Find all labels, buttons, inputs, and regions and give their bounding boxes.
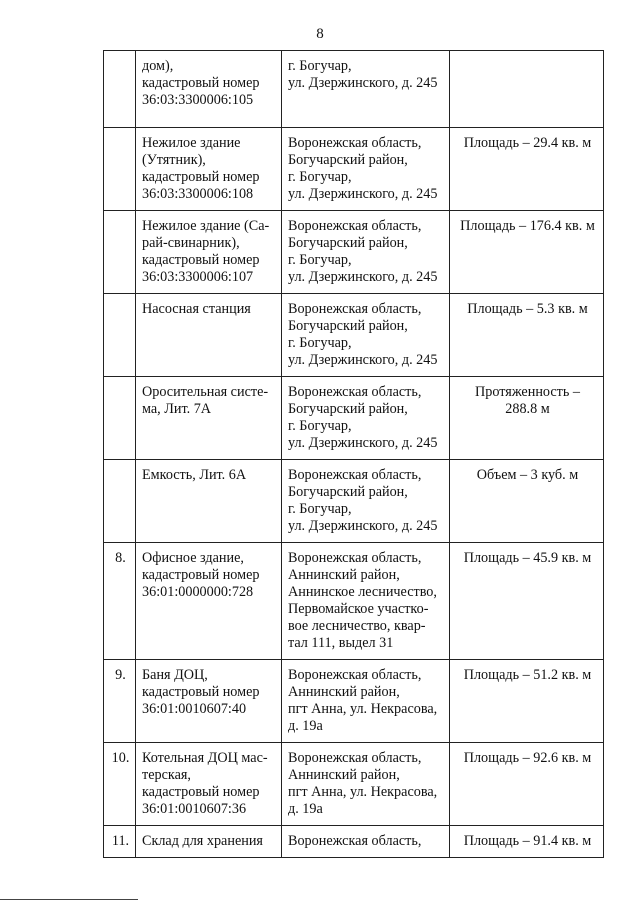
address-cell [282,460,450,543]
characteristic-cell [450,51,604,128]
object-name-cell-line: Офисное здание, [142,550,244,566]
row-number-cell: 8. [104,543,136,660]
address-cell-line: Богучарский район, [288,401,408,417]
address-cell-line: Богучарский район, [288,235,408,251]
address-cell [282,211,450,294]
address-cell-line: Первомайское участко- [288,601,429,617]
object-name-cell-line: Емкость, Лит. 6А [142,467,247,483]
address-cell-line: г. Богучар, [288,252,352,268]
object-name-cell-line: ма, Лит. 7А [142,401,212,417]
property-table [103,50,604,858]
object-name-cell [136,377,282,460]
table-row [104,543,604,660]
characteristic-cell-line: Площадь – 92.6 кв. м [463,750,592,766]
characteristic-cell-line: Объем – 3 куб. м [476,467,579,483]
property-table-body [104,51,604,858]
object-name-cell-line: дом), [142,58,174,74]
characteristic-cell [450,377,604,460]
characteristic-cell-line: Площадь – 91.4 кв. м [463,833,592,849]
address-cell-line: Аннинский район, [288,684,400,700]
characteristic-cell [450,826,604,858]
address-cell-line: ул. Дзержинского, д. 245 [288,75,438,91]
row-number-cell: 10. [104,743,136,826]
object-name-cell-line: терская, [142,767,191,783]
table-row [104,377,604,460]
object-name-cell-line: Котельная ДОЦ мас- [142,750,268,766]
address-cell-line: д. 19а [288,718,323,734]
characteristic-cell-line: Площадь – 5.3 кв. м [467,301,588,317]
address-cell-line: Аннинский район, [288,567,400,583]
row-number-cell [104,51,136,128]
address-cell-line: ул. Дзержинского, д. 245 [288,518,438,534]
address-cell-line: Богучарский район, [288,318,408,334]
address-cell [282,51,450,128]
row-number-cell: 11. [104,826,136,858]
table-row [104,826,604,858]
characteristic-cell-line: 288.8 м [505,401,550,417]
table-row [104,660,604,743]
address-cell [282,660,450,743]
address-cell-line: ул. Дзержинского, д. 245 [288,352,438,368]
address-cell-line: ул. Дзержинского, д. 245 [288,435,438,451]
characteristic-cell-line: Площадь – 176.4 кв. м [460,218,595,234]
object-name-cell [136,51,282,128]
object-name-cell [136,543,282,660]
characteristic-cell [450,128,604,211]
object-name-cell-line: кадастровый номер [142,784,260,800]
object-name-cell-line: кадастровый номер [142,169,260,185]
object-name-cell-line: 36:01:0000000:728 [142,584,254,600]
address-cell-line: Воронежская область, [288,301,422,317]
object-name-cell [136,660,282,743]
address-cell-line: д. 19а [288,801,323,817]
characteristic-cell-line: Протяженность – [475,384,580,400]
address-cell-line: Воронежская область, [288,667,422,683]
object-name-cell-line: Склад для хранения [142,833,263,849]
address-cell-line: ул. Дзержинского, д. 245 [288,186,438,202]
row-number-cell [104,294,136,377]
footnote-separator [0,899,138,900]
row-number-cell: 9. [104,660,136,743]
object-name-cell [136,743,282,826]
address-cell [282,377,450,460]
object-name-cell-line: 36:03:3300006:105 [142,92,254,108]
object-name-cell-line: 36:01:0010607:40 [142,701,247,717]
object-name-cell [136,211,282,294]
object-name-cell-line: Баня ДОЦ, [142,667,208,683]
object-name-cell-line: 36:01:0010607:36 [142,801,247,817]
object-name-cell [136,826,282,858]
object-name-cell [136,460,282,543]
row-number-cell [104,211,136,294]
page-number: 8 [316,26,324,42]
address-cell [282,128,450,211]
object-name-cell-line: кадастровый номер [142,567,260,583]
table-row [104,294,604,377]
table-row [104,128,604,211]
row-number-cell [104,128,136,211]
address-cell-line: Воронежская область, [288,467,422,483]
address-cell-line: Аннинское лесничество, [288,584,437,600]
address-cell-line: Богучарский район, [288,152,408,168]
object-name-cell-line: (Утятник), [142,152,206,168]
characteristic-cell [450,660,604,743]
table-row [104,51,604,128]
address-cell-line: г. Богучар, [288,169,352,185]
object-name-cell-line: кадастровый номер [142,684,260,700]
object-name-cell-line: 36:03:3300006:108 [142,186,254,202]
object-name-cell-line: Насосная станция [142,301,251,317]
table-row [104,211,604,294]
characteristic-cell [450,211,604,294]
address-cell-line: Воронежская область, [288,550,422,566]
table-row [104,743,604,826]
object-name-cell-line: 36:03:3300006:107 [142,269,254,285]
object-name-cell [136,128,282,211]
address-cell-line: г. Богучар, [288,335,352,351]
address-cell-line: Воронежская область, [288,833,422,849]
object-name-cell-line: кадастровый номер [142,75,260,91]
address-cell [282,294,450,377]
characteristic-cell [450,743,604,826]
table-row [104,460,604,543]
object-name-cell-line: рай-свинарник), [142,235,240,251]
characteristic-cell [450,543,604,660]
address-cell [282,543,450,660]
address-cell-line: г. Богучар, [288,418,352,434]
row-number-cell [104,460,136,543]
address-cell-line: Воронежская область, [288,750,422,766]
object-name-cell-line: кадастровый номер [142,252,260,268]
address-cell [282,743,450,826]
characteristic-cell [450,294,604,377]
address-cell-line: тал 111, выдел 31 [288,635,394,651]
address-cell-line: Богучарский район, [288,484,408,500]
characteristic-cell-line: Площадь – 45.9 кв. м [463,550,592,566]
address-cell-line: ул. Дзержинского, д. 245 [288,269,438,285]
address-cell-line: Воронежская область, [288,135,422,151]
row-number-cell [104,377,136,460]
address-cell-line: пгт Анна, ул. Некрасова, [288,784,438,800]
address-cell [282,826,450,858]
characteristic-cell-line: Площадь – 29.4 кв. м [463,135,592,151]
address-cell-line: г. Богучар, [288,58,352,74]
address-cell-line: пгт Анна, ул. Некрасова, [288,701,438,717]
object-name-cell-line: Нежилое здание [142,135,241,151]
address-cell-line: Воронежская область, [288,218,422,234]
address-cell-line: вое лесничество, квар- [288,618,426,634]
object-name-cell [136,294,282,377]
address-cell-line: г. Богучар, [288,501,352,517]
address-cell-line: Воронежская область, [288,384,422,400]
object-name-cell-line: Нежилое здание (Са- [142,218,270,234]
characteristic-cell [450,460,604,543]
characteristic-cell-line: Площадь – 51.2 кв. м [463,667,592,683]
object-name-cell-line: Оросительная систе- [142,384,269,400]
address-cell-line: Аннинский район, [288,767,400,783]
